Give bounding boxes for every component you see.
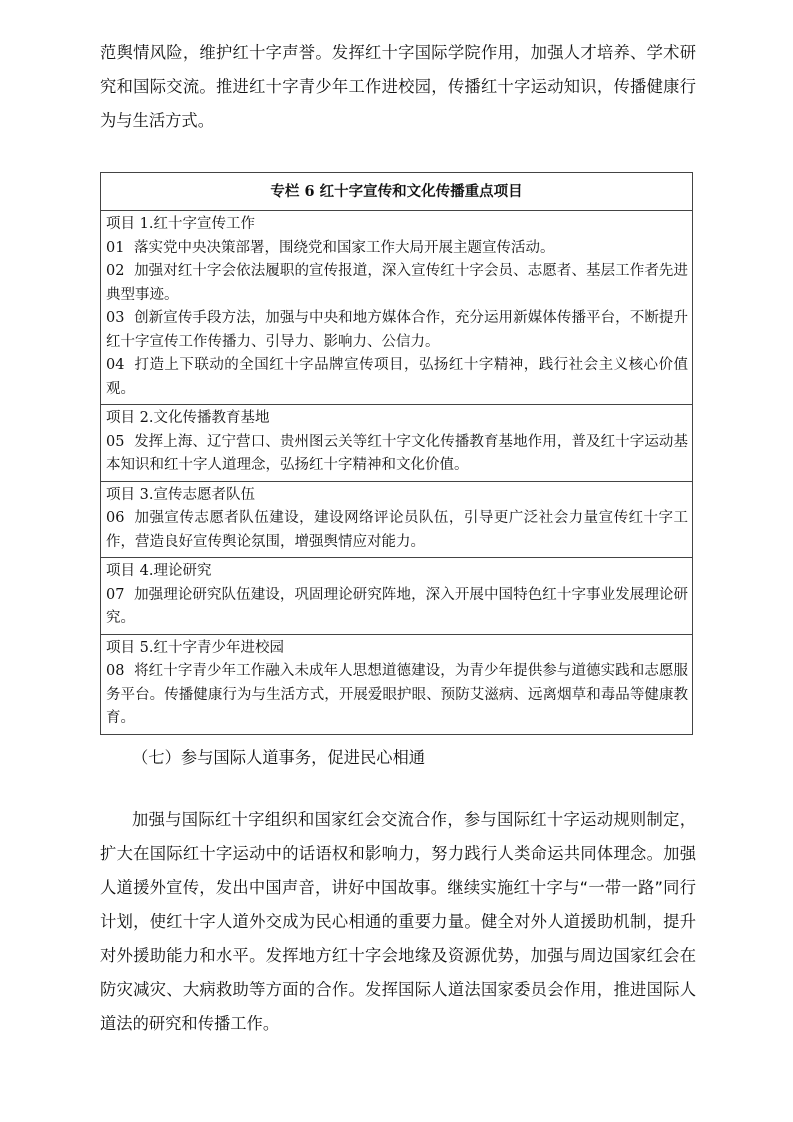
- project-section: [101, 558, 692, 635]
- project-title: 项目 4.理论研究: [106, 563, 212, 579]
- item-number: 01: [106, 239, 125, 256]
- project-title: 项目 3.宣传志愿者队伍: [106, 486, 255, 503]
- item-text: 加强对红十字会依法履职的宣传报道，深入宣传红十字会员、志愿者、基层工作者先进典型事迹。: [106, 263, 688, 303]
- project-section: [101, 211, 692, 405]
- item-number: 05: [106, 433, 125, 450]
- project-section: [101, 405, 692, 482]
- project-item: [106, 431, 688, 478]
- project-title: 项目 1.红十字宣传工作: [106, 216, 255, 232]
- project-section: [101, 482, 692, 559]
- intro-paragraph: 范舆情风险，维护红十字声誉。发挥红十字国际学院作用，加强人才培养、学术研究和国际交流。推进红十字青少年工作进校园，传播红十字运动知识，传播健康行为与生活方式。: [100, 43, 696, 130]
- item-number: 04: [106, 357, 125, 373]
- item-text: 加强宣传志愿者队伍建设，建设网络评论员队伍，引导更广泛社会力量宣传红十字工作，营造良好宣传舆论氛围，增强舆情应对能力。: [106, 510, 688, 550]
- section-heading: （七）参与国际人道事务，促进民心相通: [132, 748, 426, 767]
- item-text: 将红十字青少年工作融入未成年人思想道德建设，为青少年提供参与道德实践和志愿服务平台。传播健康行为与生活方式，开展爱眼护眼、预防艾滋病、远离烟草和毒品等健康教育。: [106, 663, 688, 726]
- project-item: [106, 260, 688, 307]
- item-text: 发挥上海、辽宁营口、贵州图云关等红十字文化传播教育基地作用，普及红十字运动基本知识和红十字人道理念，弘扬红十字精神和文化价值。: [106, 433, 688, 473]
- item-text: 落实党中央决策部署，围绕党和国家工作大局开展主题宣传活动。: [134, 239, 555, 256]
- item-number: 07: [106, 586, 125, 603]
- item-number: 02: [106, 263, 125, 279]
- project-title: 项目 5.红十字青少年进校园: [106, 639, 284, 656]
- feature-box: [100, 172, 693, 735]
- item-number: 08: [106, 663, 125, 679]
- project-item: [106, 354, 688, 401]
- item-text: 创新宣传手段方法，加强与中央和地方媒体合作，充分运用新媒体传播平台，不断提升红十字宣传工作传播力、引导力、影响力、公信力。: [106, 310, 688, 350]
- project-title: 项目 2.文化传播教育基地: [106, 410, 270, 426]
- project-item: [106, 660, 688, 731]
- box-title: 专栏 6 红十字宣传和文化传播重点项目: [101, 173, 692, 211]
- project-item: [106, 507, 688, 554]
- item-text: 加强理论研究队伍建设，巩固理论研究阵地，深入开展中国特色红十字事业发展理论研究。: [106, 586, 688, 626]
- item-number: 06: [106, 510, 125, 526]
- item-text: 打造上下联动的全国红十字品牌宣传项目，弘扬红十字精神，践行社会主义核心价值观。: [106, 357, 688, 397]
- project-section: [101, 635, 692, 734]
- project-item: [106, 237, 688, 261]
- project-item: [106, 584, 688, 631]
- project-item: [106, 307, 688, 354]
- item-number: 03: [106, 310, 125, 326]
- body-paragraph: 加强与国际红十字组织和国家红会交流合作，参与国际红十字运动规则制定，扩大在国际红十字运动中的话语权和影响力，努力践行人类命运共同体理念。加强人道援外宣传，发出中国声音，讲好中国故事。继续实施红十字与“一带一路”同行计划，使红十字人道外交成为民心相通的重要力量。健全对外人道援助机制，提升对外援助能力和水平。发挥地方红十字会地缘及资源优势，加强与周边国家红会在防灾减灾、大病救助等方面的合作。发挥国际人道法国家委员会作用，推进国际人道法的研究和传播工作。: [100, 810, 696, 1033]
